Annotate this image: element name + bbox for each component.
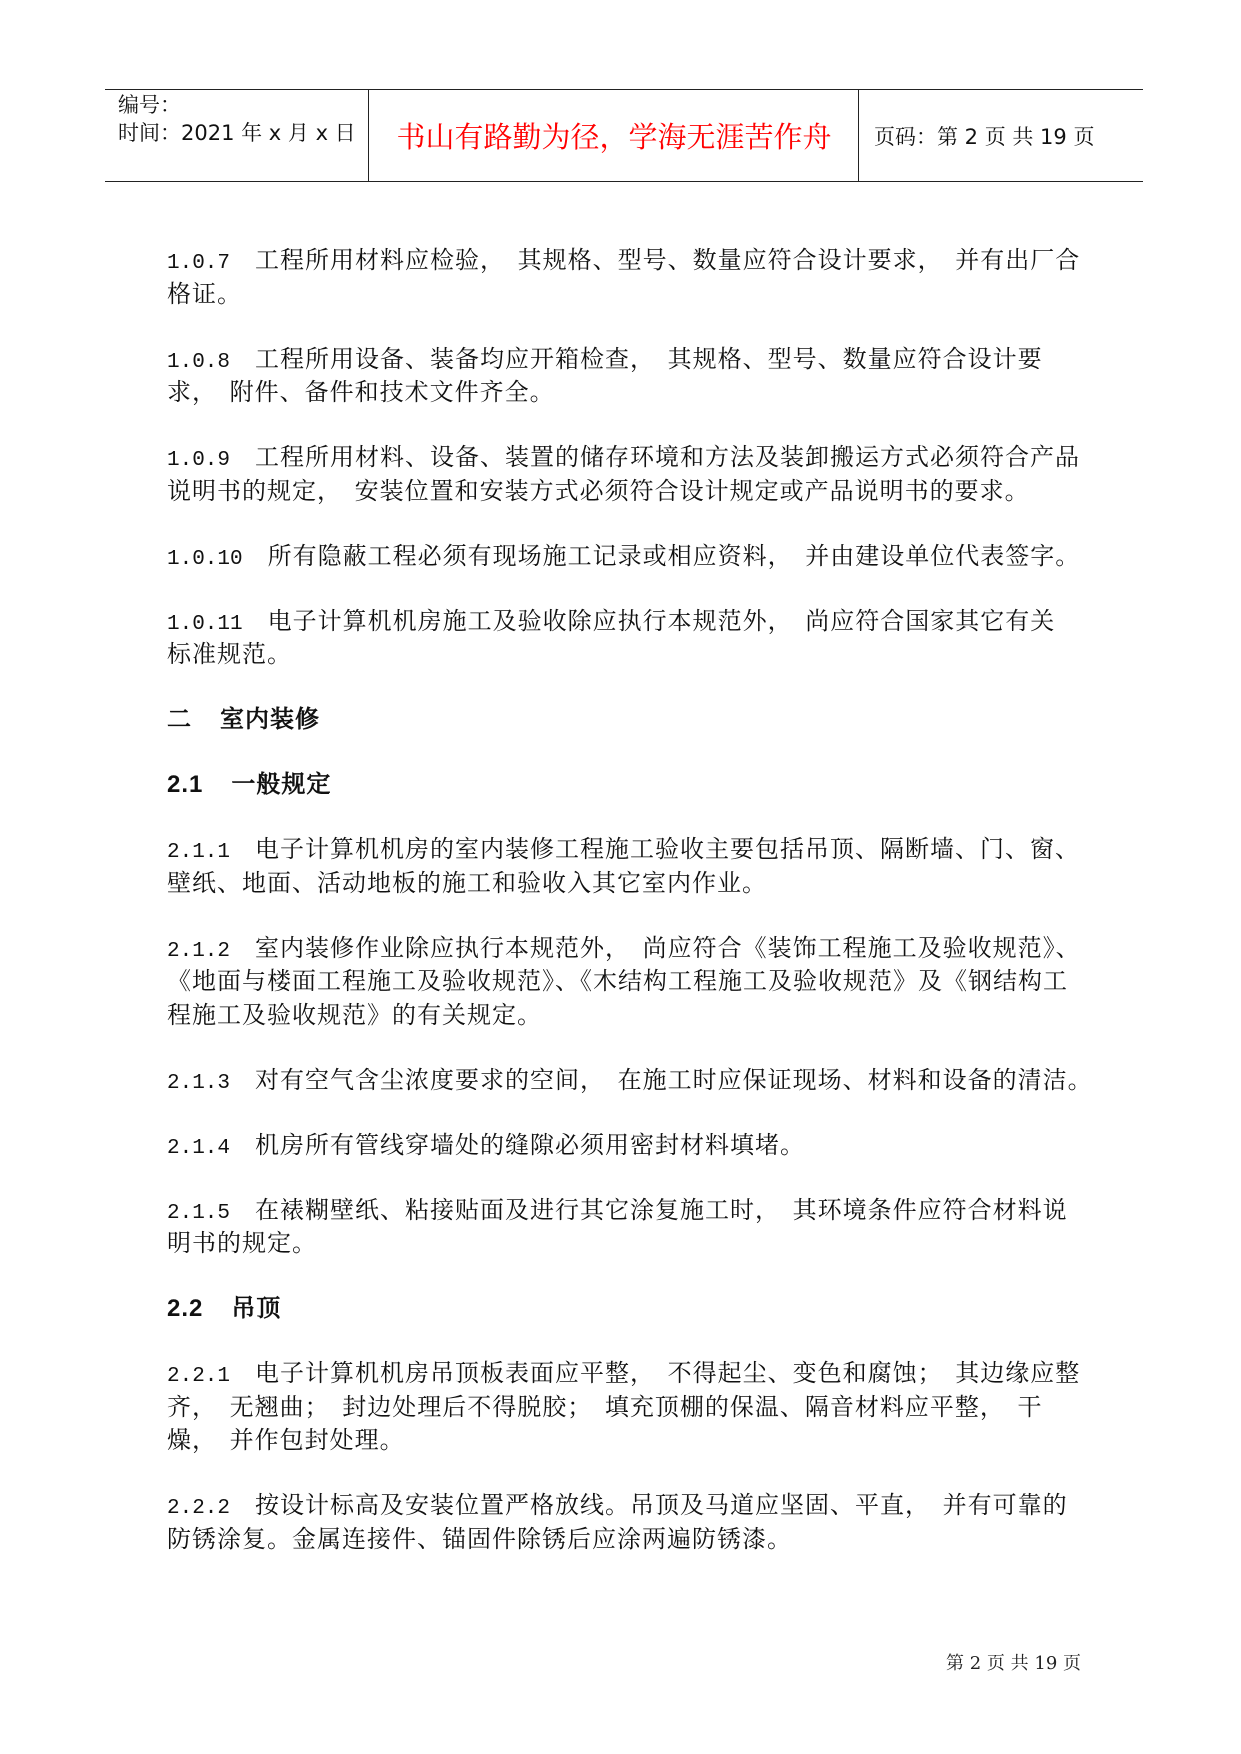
clause-line bbox=[167, 1424, 1127, 1458]
clause-line bbox=[167, 278, 1127, 312]
header-motto: 书山有路勤为径，学海无涯苦作舟 bbox=[396, 120, 832, 154]
clause-text: 标准规范。 bbox=[167, 640, 292, 668]
clause-text: 对有空气含尘浓度要求的空间， 在施工时应保证现场、材料和设备的清洁。 bbox=[255, 1065, 1093, 1094]
clause-line bbox=[167, 1523, 1127, 1557]
clause-number: 2.1.3 bbox=[167, 1071, 231, 1095]
clause-number: 1.0.10 bbox=[167, 547, 243, 571]
clause-text: 求， 附件、备件和技术文件齐全。 bbox=[167, 378, 555, 406]
clause-number: 2.1.1 bbox=[167, 841, 231, 864]
section-title: 一般规定 bbox=[231, 770, 332, 798]
clause-text: 明书的规定。 bbox=[167, 1229, 317, 1257]
header-page-indicator: 页码：第 2 页 共 19 页 bbox=[874, 125, 1095, 149]
clause-text: 机房所有管线穿墙处的缝隙必须用密封材料填堵。 bbox=[255, 1130, 806, 1159]
clause-2-2-2 bbox=[167, 1489, 1127, 1556]
section-number: 2.2 bbox=[167, 1295, 204, 1322]
clause-text: 在裱糊壁纸、粘接贴面及进行其它涂复施工时， 其环境条件应符合材料说 bbox=[255, 1195, 1068, 1224]
clause-2-1-2 bbox=[167, 932, 1127, 1033]
clause-text: 《地面与楼面工程施工及验收规范》、《木结构工程施工及验收规范》及《钢结构工 bbox=[167, 967, 1068, 995]
heading-line bbox=[167, 703, 1127, 737]
clause-line bbox=[167, 244, 1127, 278]
document-body bbox=[167, 244, 1127, 1588]
clause-text: 电子计算机机房的室内装修工程施工验收主要包括吊顶、隔断墙、门、窗、 bbox=[255, 835, 1081, 863]
clause-number: 2.1.4 bbox=[167, 1136, 231, 1160]
clause-line bbox=[167, 376, 1127, 410]
clause-text: 电子计算机机房施工及验收除应执行本规范外， 尚应符合国家其它有关 bbox=[267, 606, 1056, 635]
heading-line bbox=[167, 768, 1127, 802]
clause-text: 程施工及验收规范》的有关规定。 bbox=[167, 1000, 542, 1029]
clause-2-2-1 bbox=[167, 1357, 1127, 1458]
clause-number: 2.2.1 bbox=[167, 1365, 231, 1388]
clause-text: 齐， 无翘曲； 封边处理后不得脱胶； 填充顶棚的保温、隔音材料应平整， 干 bbox=[167, 1392, 1043, 1421]
chapter-number: 二 bbox=[167, 706, 192, 733]
clause-2-1-5 bbox=[167, 1194, 1127, 1261]
clause-1-0-8 bbox=[167, 343, 1127, 410]
clause-text: 防锈涂复。金属连接件、锚固件除锈后应涂两遍防锈漆。 bbox=[167, 1524, 792, 1553]
clause-line bbox=[167, 1129, 1127, 1163]
section-title: 吊顶 bbox=[231, 1294, 282, 1322]
clause-text: 格证。 bbox=[167, 279, 242, 308]
clause-line bbox=[167, 1064, 1127, 1098]
clause-2-1-1 bbox=[167, 833, 1127, 900]
header-bottom-rule bbox=[105, 181, 1143, 182]
clause-line bbox=[167, 605, 1127, 639]
section-2-2 bbox=[167, 1292, 1127, 1556]
clause-number: 1.0.7 bbox=[167, 252, 231, 275]
clause-line bbox=[167, 343, 1127, 377]
clause-line bbox=[167, 867, 1127, 901]
clause-text: 按设计标高及安装位置严格放线。吊顶及马道应坚固、平直， 并有可靠的 bbox=[255, 1491, 1068, 1519]
clause-line bbox=[167, 932, 1127, 966]
clause-line bbox=[167, 1357, 1127, 1391]
clause-line bbox=[167, 965, 1127, 999]
clause-line bbox=[167, 475, 1127, 509]
clause-line bbox=[167, 1391, 1127, 1425]
clause-text: 壁纸、地面、活动地板的施工和验收入其它室内作业。 bbox=[167, 868, 767, 897]
heading-line bbox=[167, 1292, 1127, 1326]
clause-text: 燥， 并作包封处理。 bbox=[167, 1426, 405, 1454]
clause-1-0-9 bbox=[167, 441, 1127, 508]
clause-line bbox=[167, 441, 1127, 475]
clause-text: 说明书的规定， 安装位置和安装方式必须符合设计规定或产品说明书的要求。 bbox=[167, 476, 1030, 505]
chapter-title: 室内装修 bbox=[220, 705, 320, 733]
section-2-1 bbox=[167, 768, 1127, 1261]
clause-text: 所有隐蔽工程必须有现场施工记录或相应资料， 并由建设单位代表签字。 bbox=[267, 541, 1081, 570]
section-heading bbox=[167, 1292, 1127, 1326]
section-number: 2.1 bbox=[167, 771, 204, 798]
clause-text: 工程所用材料、设备、装置的储存环境和方法及装卸搬运方式必须符合产品 bbox=[255, 443, 1081, 471]
clause-number: 1.0.8 bbox=[167, 350, 231, 374]
clause-text: 工程所用设备、装备均应开箱检查， 其规格、型号、数量应符合设计要 bbox=[255, 344, 1043, 373]
section-heading bbox=[167, 768, 1127, 802]
clause-1-0-7 bbox=[167, 244, 1127, 311]
clause-text: 室内装修作业除应执行本规范外， 尚应符合《装饰工程施工及验收规范》、 bbox=[255, 933, 1081, 962]
clause-line bbox=[167, 833, 1127, 867]
clause-line bbox=[167, 1227, 1127, 1261]
clause-line bbox=[167, 1194, 1127, 1228]
clause-number: 2.2.2 bbox=[167, 1497, 231, 1520]
clause-line bbox=[167, 1489, 1127, 1523]
clause-number: 2.1.5 bbox=[167, 1201, 231, 1225]
header-top-rule bbox=[105, 89, 1143, 90]
clause-number: 1.0.11 bbox=[167, 612, 243, 636]
clause-line bbox=[167, 638, 1127, 672]
header-number-label: 编号： bbox=[118, 93, 181, 117]
clause-number: 1.0.9 bbox=[167, 449, 231, 472]
clause-2-1-3 bbox=[167, 1064, 1127, 1098]
clause-line bbox=[167, 999, 1127, 1033]
clause-text: 工程所用材料应检验， 其规格、型号、数量应符合设计要求， 并有出厂合 bbox=[255, 246, 1081, 274]
clause-2-1-4 bbox=[167, 1129, 1127, 1163]
clause-1-0-11 bbox=[167, 605, 1127, 672]
clause-1-0-10 bbox=[167, 540, 1127, 574]
clause-number: 2.1.2 bbox=[167, 939, 231, 963]
chapter-heading bbox=[167, 703, 1127, 737]
header-time-label: 时间：2021 年 x 月 x 日 bbox=[118, 121, 356, 145]
clause-text: 电子计算机机房吊顶板表面应平整， 不得起尘、变色和腐蚀； 其边缘应整 bbox=[255, 1359, 1081, 1387]
page-footer-number: 第 2 页 共 19 页 bbox=[946, 1653, 1081, 1674]
clause-line bbox=[167, 540, 1127, 574]
